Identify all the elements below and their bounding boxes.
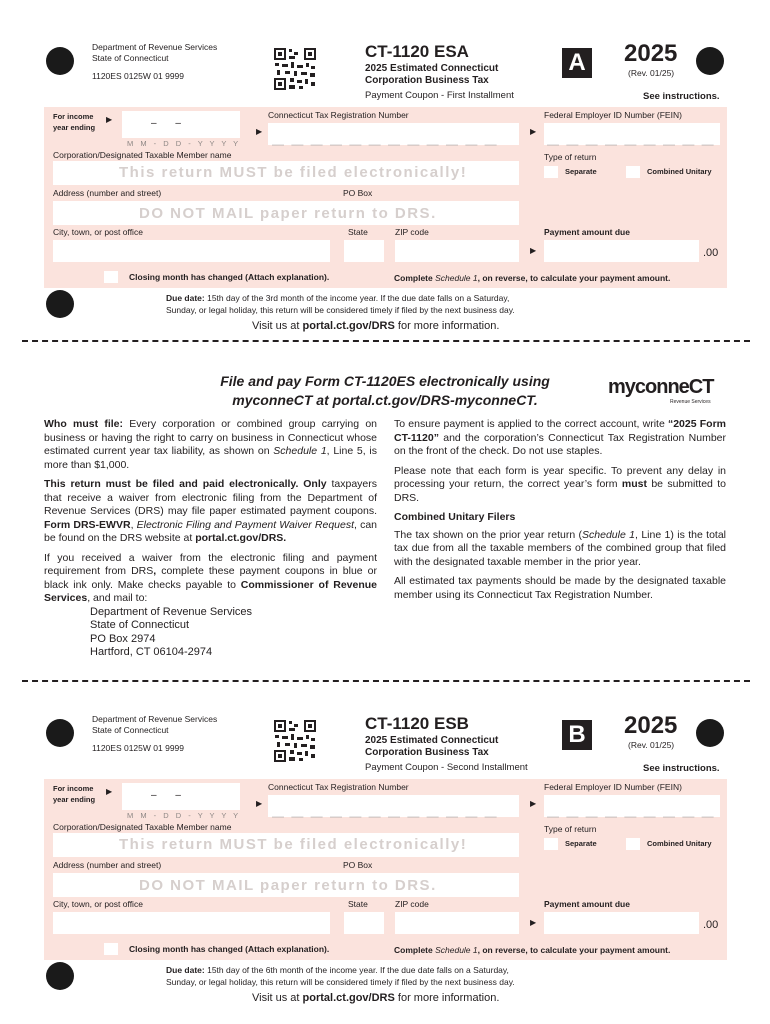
waiver-instructions: If you received a waiver from the electronic filing and payment requirement from DRS, complete these payment coupons in blue or black ink only. Make checks payable to Commissioner of Revenue Services, and mail to:: [44, 551, 378, 604]
revision-date: (Rev. 01/25): [628, 68, 675, 78]
form-year: 2025: [624, 40, 678, 67]
digit-guides: — — — — — — — — — — — —: [272, 809, 499, 823]
arrow-icon: ▶: [530, 246, 537, 255]
address-label: Address (number and street): [53, 188, 162, 198]
form-title: CT-1120 ESA: [365, 42, 469, 61]
combined-unitary-label: Combined Unitary: [647, 839, 712, 848]
digit-guides: — — — — — — — — — — — —: [272, 137, 499, 151]
city-label: City, town, or post office: [53, 227, 143, 237]
form-title: CT-1120 ESB: [365, 714, 469, 733]
form-subtitle-line2: Corporation Business Tax: [365, 75, 489, 86]
form-subtitle-line1: 2025 Estimated Connecticut: [365, 63, 499, 74]
closing-month-label: Closing month has changed (Attach explanation).: [129, 944, 330, 954]
zip-field[interactable]: [395, 240, 519, 262]
corp-name-label: Corporation/Designated Taxable Member name: [53, 150, 232, 160]
arrow-icon: ▶: [106, 115, 113, 124]
registration-mark: [46, 962, 74, 990]
see-instructions: See instructions.: [643, 763, 720, 774]
city-field[interactable]: [53, 240, 330, 262]
registration-mark: [46, 290, 74, 318]
po-box-label: PO Box: [343, 188, 373, 198]
registration-mark: [46, 719, 74, 747]
form-year: 2025: [624, 712, 678, 739]
state-name: State of Connecticut: [92, 53, 169, 63]
visit-website-text: Visit us at portal.ct.gov/DRS for more information.: [252, 320, 500, 332]
visit-website-text: Visit us at portal.ct.gov/DRS for more information.: [252, 992, 500, 1004]
income-year-label: year ending: [53, 123, 96, 132]
fein-label: Federal Employer ID Number (FEIN): [544, 782, 682, 792]
state-name: State of Connecticut: [92, 725, 169, 735]
must-file-electronically: This return must be filed and paid electronically. Only taxpayers that receive a waiver from electronic filing from the Department of Revenue Services (DRS) may file paper estimated payment coupons. Form DRS-EWVR, Electronic Filing and Payment Waiver Request, can be found on the DRS website at portal.ct.gov/DRS.: [44, 478, 378, 544]
see-instructions: See instructions.: [643, 91, 720, 102]
form-code: 1120ES 0125W 01 9999: [92, 743, 184, 753]
city-field[interactable]: [53, 912, 330, 934]
registration-mark: [696, 47, 724, 75]
state-field[interactable]: [344, 912, 384, 934]
revision-date: (Rev. 01/25): [628, 740, 675, 750]
closing-month-checkbox[interactable]: [104, 271, 118, 283]
coupon-type: Payment Coupon - Second Installment: [365, 762, 528, 773]
payment-coupon: [0, 672, 770, 1006]
efile-watermark: This return MUST be filed electronically!: [119, 164, 468, 181]
date-separators: – –: [151, 118, 189, 129]
due-date-text: Sunday, or legal holiday, this return will be considered timely if filed by the next business day.: [166, 305, 515, 315]
due-date-text: Sunday, or legal holiday, this return will be considered timely if filed by the next business day.: [166, 977, 515, 987]
cents-suffix: .00: [703, 247, 719, 259]
cents-suffix: .00: [703, 919, 719, 931]
state-field[interactable]: [344, 240, 384, 262]
qr-code-icon: [273, 47, 317, 91]
closing-month-label: Closing month has changed (Attach explanation).: [129, 272, 330, 282]
complete-schedule-note: Complete Schedule 1, on reverse, to calculate your payment amount.: [394, 945, 671, 955]
income-year-label: year ending: [53, 795, 96, 804]
arrow-icon: ▶: [106, 787, 113, 796]
payment-coupon: [0, 0, 770, 334]
zip-label: ZIP code: [395, 899, 429, 909]
arrow-icon: ▶: [530, 918, 537, 927]
no-mail-watermark: DO NOT MAIL paper return to DRS.: [139, 877, 437, 894]
payment-amount-field[interactable]: [544, 912, 699, 934]
ct-reg-label: Connecticut Tax Registration Number: [268, 782, 409, 792]
who-must-file: Who must file: Every corporation or combined group carrying on business or having the right to carry on business in Connecticut whose estimated current year tax liability, as shown on Schedule 1, Line 5, is more than $1,000.: [44, 418, 377, 471]
right-column: [394, 418, 726, 602]
type-of-return-label: Type of return: [544, 152, 597, 162]
ct-reg-label: Connecticut Tax Registration Number: [268, 110, 409, 120]
date-separators: – –: [151, 790, 189, 801]
coupon-letter: B: [562, 720, 592, 750]
closing-month-checkbox[interactable]: [104, 943, 118, 955]
payment-amount-label: Payment amount due: [544, 899, 630, 909]
digit-guides: — — — — — — — — —: [547, 137, 716, 151]
address-label: Address (number and street): [53, 860, 162, 870]
state-label: State: [348, 227, 368, 237]
efile-watermark: This return MUST be filed electronically!: [119, 836, 468, 853]
arrow-icon: ▶: [256, 799, 263, 808]
combined-unitary-checkbox[interactable]: [626, 838, 640, 850]
ensure-payment: To ensure payment is applied to the correct account, write “2025 Form CT-1120” and the corporation’s Connecticut Tax Registration Number on the front of the check. Do not use staples.: [394, 418, 727, 457]
payment-amount-label: Payment amount due: [544, 227, 630, 237]
zip-field[interactable]: [395, 912, 519, 934]
combined-unitary-heading: Combined Unitary Filers: [394, 511, 516, 523]
cut-line: [22, 340, 750, 342]
efile-heading: File and pay Form CT-1120ES electronically using myconneCT at portal.ct.gov/DRS-myconneCT.: [220, 373, 550, 408]
form-subtitle-line2: Corporation Business Tax: [365, 747, 489, 758]
year-specific-note: Please note that each form is year specific. To prevent any delay in processing your return, the correct year’s form must be submitted to DRS.: [394, 464, 726, 504]
coupon-type: Payment Coupon - First Installment: [365, 90, 514, 101]
separate-checkbox[interactable]: [544, 166, 558, 178]
estimated-payments-note: All estimated tax payments should be made by the designated taxable member using its Connecticut Tax Registration Number.: [394, 575, 726, 601]
qr-code-icon: [273, 719, 317, 763]
due-date-text: Due date: 15th day of the 3rd month of the income year. If the due date falls on a Saturday,: [166, 293, 510, 303]
date-format-hint: M M - D D - Y Y Y Y: [127, 811, 241, 820]
po-box-label: PO Box: [343, 860, 373, 870]
left-column: [44, 418, 377, 660]
arrow-icon: ▶: [530, 127, 537, 136]
state-label: State: [348, 899, 368, 909]
combined-unitary-label: Combined Unitary: [647, 167, 712, 176]
dept-name: Department of Revenue Services: [92, 42, 218, 52]
income-year-label: For income: [53, 784, 94, 793]
city-label: City, town, or post office: [53, 899, 143, 909]
arrow-icon: ▶: [256, 127, 263, 136]
no-mail-watermark: DO NOT MAIL paper return to DRS.: [139, 205, 437, 222]
income-year-label: For income: [53, 112, 94, 121]
due-date-text: Due date: 15th day of the 6th month of the income year. If the due date falls on a Saturday,: [166, 965, 509, 975]
combined-unitary-checkbox[interactable]: [626, 166, 640, 178]
myconnect-logo: myconneCT Revenue Services: [608, 376, 714, 405]
cut-line: [22, 680, 750, 682]
date-format-hint: M M - D D - Y Y Y Y: [127, 139, 241, 148]
payment-amount-field[interactable]: [544, 240, 699, 262]
fein-label: Federal Employer ID Number (FEIN): [544, 110, 682, 120]
complete-schedule-note: Complete Schedule 1, on reverse, to calculate your payment amount.: [394, 273, 671, 283]
zip-label: ZIP code: [395, 227, 429, 237]
type-of-return-label: Type of return: [544, 824, 597, 834]
form-subtitle-line1: 2025 Estimated Connecticut: [365, 735, 499, 746]
separate-label: Separate: [565, 839, 597, 848]
digit-guides: — — — — — — — — —: [547, 809, 716, 823]
form-code: 1120ES 0125W 01 9999: [92, 71, 184, 81]
arrow-icon: ▶: [530, 799, 537, 808]
corp-name-label: Corporation/Designated Taxable Member name: [53, 822, 232, 832]
separate-label: Separate: [565, 167, 597, 176]
registration-mark: [46, 47, 74, 75]
combined-unitary-text: The tax shown on the prior year return (Schedule 1, Line 1) is the total tax due from all the taxable members of the combined group that filed with the designated taxable member in the prior year.: [394, 528, 727, 568]
coupon-letter: A: [562, 48, 592, 78]
mailing-address: Department of Revenue Services State of Connecticut PO Box 2974 Hartford, CT 06104-2974: [90, 605, 253, 658]
registration-mark: [696, 719, 724, 747]
separate-checkbox[interactable]: [544, 838, 558, 850]
dept-name: Department of Revenue Services: [92, 714, 218, 724]
